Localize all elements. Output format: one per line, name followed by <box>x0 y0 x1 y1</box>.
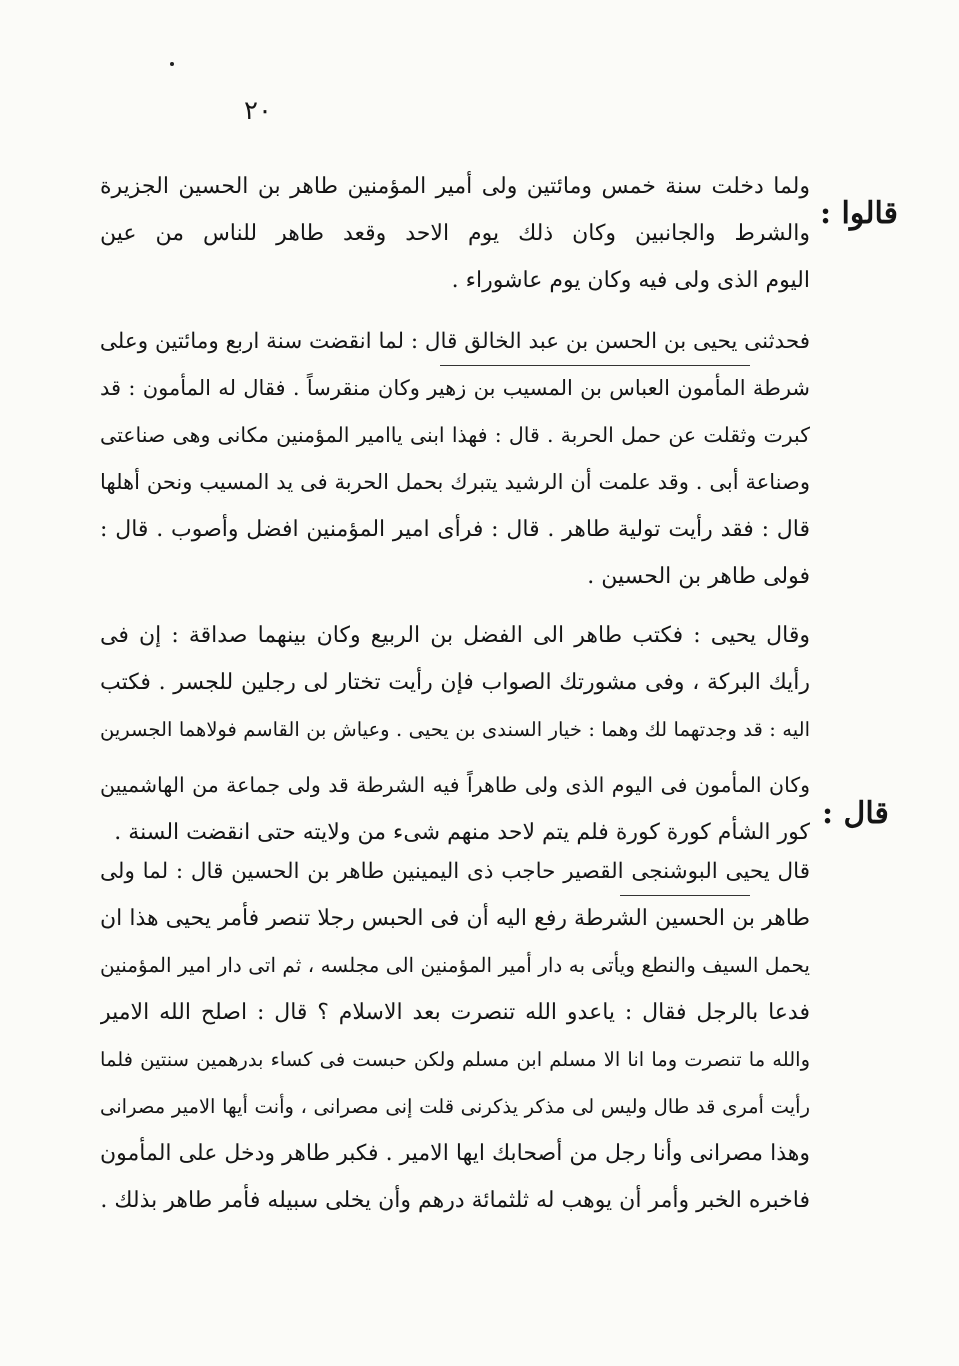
text-line: يحمل السيف والنطع ويأتى به دار أمير المؤمنين الى مجلسه ، ثم اتى دار امير المؤمنين <box>100 953 810 977</box>
text-line: رأيك البركة ، وفى مشورتك الصواب فإن رأيت تختار لى رجلين للجسر . فكتب <box>100 670 810 695</box>
side-label-qalu: قالوا : <box>820 196 898 231</box>
text-line: كبرت وثقلت عن حمل الحربة . قال : فهذا ابنى ياامير المؤمنين مكانى وهى صناعتى <box>100 423 810 447</box>
text-line: فولى طاهر بن الحسين . <box>587 564 810 589</box>
text-line: قال : فقد رأيت تولية طاهر . قال : فرأى امير المؤمنين افضل وأصوب . قال : <box>100 517 810 542</box>
underline-mark <box>620 895 750 896</box>
text-line: فدعا بالرجل فقال : ياعدو الله تنصرت بعد الاسلام ؟ قال : اصلح الله الامير <box>100 1000 810 1025</box>
text-line: فاخبره الخبر وأمر أن يوهب له ثلثمائة درهم وأن يخلى سبيله فأمر طاهر بذلك . <box>100 1188 810 1213</box>
paragraph-3 <box>100 612 810 753</box>
text-line: وكان المأمون فى اليوم الذى ولى طاهراً فيه الشرطة قد ولى جماعة من الهاشميين <box>100 773 810 797</box>
text-line: اليه : قد وجدتهما لك وهما : خيار السندى بن يحيى . وعياش بن القاسم فولاهما الجسرين <box>100 718 810 741</box>
text-line: فحدثنى يحيى بن الحسن بن عبد الخالق قال : لما انقضت سنة اربع ومائتين وعلى <box>100 329 810 354</box>
text-line: وقال يحيى : فكتب طاهر الى الفضل بن الربيع وكان بينهما صداقة : إن فى <box>100 623 810 648</box>
side-label-qal: قال : <box>822 796 889 831</box>
paragraph-4 <box>100 762 810 856</box>
text-line: طاهر بن الحسين الشرطة رفع اليه أن فى الحبس رجلا تنصر فأمر يحيى هذا ان <box>100 906 810 931</box>
underline-mark <box>440 365 750 366</box>
page-number: ٢٠ <box>244 96 272 126</box>
paragraph-5 <box>100 848 810 1224</box>
text-line: كور الشأم كورة كورة فلم يتم لاحد منهم شىء من ولايته حتى انقضت السنة . <box>114 820 810 845</box>
text-line: ولما دخلت سنة خمس ومائتين ولى أمير المؤمنين طاهر بن الحسين الجزيرة <box>100 174 810 199</box>
text-line: وصناعة أبى . وقد علمت أن الرشيد يتبرك بحمل الحربة فى يد المسيب ونحن أهلها <box>100 470 810 494</box>
ink-speck <box>170 62 174 66</box>
text-line: اليوم الذى ولى فيه وكان يوم عاشوراء . <box>451 268 810 293</box>
text-line: رأيت أمرى قد طال وليس لى مذكر يذكرنى قلت إنى مصرانى ، وأنت أيها الامير مصرانى <box>100 1095 810 1118</box>
text-line: والشرط والجانبين وكان ذلك يوم الاحد وقعد طاهر للناس من عين <box>100 221 810 246</box>
text-line: وهذا مصرانى وأنا رجل من أصحابك ايها الامير . فكبر طاهر ودخل على المأمون <box>100 1141 810 1166</box>
text-line: شرطة المأمون العباس بن المسيب بن زهير وكان منقرساً . فقال له المأمون : قد <box>100 376 810 400</box>
text-line: قال يحيى البوشنجى القصير حاجب ذى اليمينين طاهر بن الحسين قال : لما ولى <box>100 859 810 884</box>
paragraph-2 <box>100 318 810 600</box>
text-line: والله ما تنصرت وما انا الا مسلم ابن مسلم ولكن حبست فى كساء بدرهمين سنتين فلما <box>100 1048 810 1071</box>
paragraph-1 <box>100 163 810 304</box>
